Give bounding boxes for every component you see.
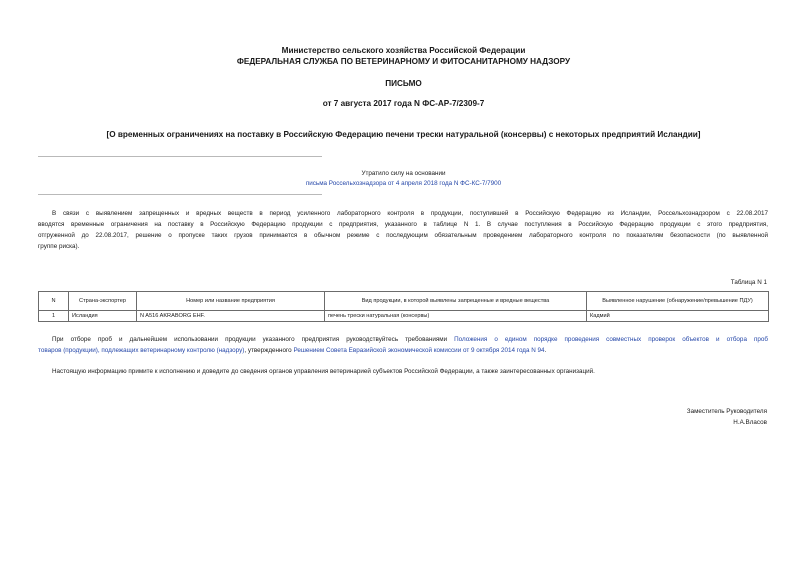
service-name: ФЕДЕРАЛЬНАЯ СЛУЖБА ПО ВЕТЕРИНАРНОМУ И ФИТОСАНИТАРНОМУ НАДЗОРУ — [236, 57, 571, 66]
paragraph-line: Настоящую информацию примите к исполнению и доведите до сведения органов управления ветеринарией субъектов Российской Федерации, а также заинтересованных организаций. — [52, 368, 595, 375]
divider-bottom — [38, 194, 322, 195]
paragraph-instruction — [38, 366, 768, 377]
paragraph-line: В связи с выявлением запрещенных и вредных веществ в период усиленного лабораторного контроля в продукции, поступившей в Российскую Федерацию из Исландии, Россельхознадзором с 22.08.2017 — [52, 210, 768, 217]
paragraph-line — [38, 334, 768, 345]
paragraph-line — [38, 345, 768, 356]
restrictions-table — [38, 291, 769, 322]
ministry-name: Министерство сельского хозяйства Российской Федерации — [281, 46, 526, 55]
paragraph-restrictions — [38, 208, 768, 252]
status-note-link[interactable]: письма Россельхознадзора от 4 апреля 2018 года N ФС-КС-7/7900 — [305, 180, 502, 187]
table-header-row — [39, 292, 769, 311]
status-note-text: Утратило силу на основании — [361, 170, 446, 177]
table-caption: Таблица N 1 — [730, 279, 767, 286]
table-cell: печень трески натуральная (консервы) — [325, 311, 587, 322]
table-cell: Исландия — [69, 311, 137, 322]
table-header-cell: Выявленное нарушение (обнаружение/превышение ПДУ) — [587, 292, 769, 311]
table-header-cell: Вид продукции, в которой выявлены запрещенные и вредные вещества — [325, 292, 587, 311]
signature-name: Н.А.Власов — [733, 419, 767, 426]
table-header-cell: N — [39, 292, 69, 311]
divider-top — [38, 156, 322, 157]
document-date-number: от 7 августа 2017 года N ФС-АР-7/2309-7 — [322, 99, 485, 108]
paragraph-line: отгруженной до 22.08.2017, решение о пропуске таких грузов принимается в обычном режиме с последующим обязательным проведением лабораторного контроля по показателям безопасности (по выявленной — [38, 232, 768, 239]
regulation-link[interactable]: Положения о едином порядке проведения совместных проверок объектов и отбора проб — [454, 336, 768, 343]
paragraph-text: , утвержденного — [244, 347, 294, 354]
regulation-link-continued[interactable]: товаров (продукции), подлежащих ветеринарному контролю (надзору) — [38, 347, 245, 354]
paragraph-text: При отборе проб и дальнейшем использовании продукции указанного предприятия руководствуйтесь требованиями — [52, 336, 455, 343]
paragraph-text: . — [544, 347, 547, 354]
paragraph-sampling — [38, 334, 768, 356]
table-header-cell: Номер или название предприятия — [137, 292, 325, 311]
table-cell: 1 — [39, 311, 69, 322]
table-row — [39, 311, 769, 322]
paragraph-line: вводятся временные ограничения на поставку в Российскую Федерацию продукции с предприятия, указанного в таблице N 1. В случае поступления в Российскую Федерацию продукции с этого предприятия, — [38, 221, 768, 228]
document-subject: [О временных ограничениях на поставку в Российскую Федерацию печени трески натуральной (консервы) с некоторых предприятий Исландии] — [106, 130, 701, 139]
status-note-link-wrap — [0, 180, 807, 187]
table-cell: Кадмий — [587, 311, 769, 322]
table-cell: N A516 AKRABORG EHF. — [137, 311, 325, 322]
signature-title: Заместитель Руководителя — [686, 408, 767, 415]
document-type: ПИСЬМО — [385, 79, 422, 88]
decision-link[interactable]: Решением Совета Евразийской экономической комиссии от 9 октября 2014 года N 94 — [293, 347, 545, 354]
paragraph-line: группе риска). — [38, 243, 80, 250]
table-header-cell: Страна-экспортер — [69, 292, 137, 311]
